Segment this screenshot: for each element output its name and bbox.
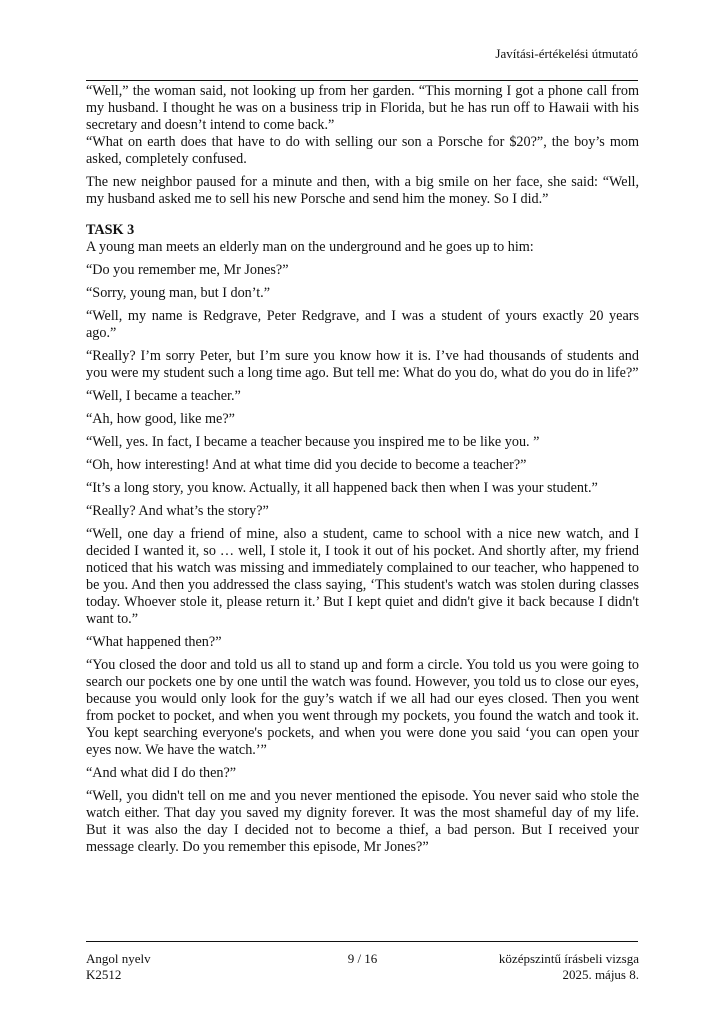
header-rule <box>86 80 638 81</box>
running-header: Javítási-értékelési útmutató <box>495 46 638 61</box>
paragraph: “What happened then?” <box>86 634 222 650</box>
paragraph: “What on earth does that have to do with selling our son a Porsche for $20?”, the boy’s mom asked, completely confused. <box>86 134 639 167</box>
footer-code: K2512 <box>86 967 122 982</box>
paragraph: “Well, yes. In fact, I became a teacher because you inspired me to be like you. ” <box>86 434 540 450</box>
paragraph: “Well, one day a friend of mine, also a student, came to school with a nice new watch, and I decided I wanted it, so … well, I stole it, I took it out of his pocket. And shortly after, my friend noticed that his watch was missing and immediately complained to our teacher, who happened to be you. And then you addressed the class saying, ‘This student's watch was stolen during classes today. Whoever stole it, please return it.’ But I kept quiet and didn't give it back because I didn't want to.” <box>86 526 639 627</box>
footer-rule <box>86 941 638 942</box>
paragraph: “It’s a long story, you know. Actually, it all happened back then when I was your student.” <box>86 480 598 496</box>
paragraph: A young man meets an elderly man on the underground and he goes up to him: <box>86 239 534 255</box>
footer-date: 2025. május 8. <box>562 967 639 982</box>
paragraph: “Really? And what’s the story?” <box>86 503 269 519</box>
page-number: 9 / 16 <box>347 951 378 966</box>
footer-exam-level: középszintű írásbeli vizsga <box>498 951 639 966</box>
paragraph: “Well,” the woman said, not looking up from her garden. “This morning I got a phone call from my husband. I thought he was on a business trip in Florida, but he has run off to Hawaii with his secretary and doesn’t intend to come back.” <box>86 83 639 133</box>
paragraph: “Oh, how interesting! And at what time did you decide to become a teacher?” <box>86 457 527 473</box>
paragraph: “Sorry, young man, but I don’t.” <box>86 285 271 301</box>
paragraph: “Ah, how good, like me?” <box>86 411 235 427</box>
paragraph: The new neighbor paused for a minute and then, with a big smile on her face, she said: “Well, my husband asked me to sell his new Porsche and send him the money. So I did.” <box>86 174 639 207</box>
paragraph: “Well, you didn't tell on me and you never mentioned the episode. You never said who stole the watch either. That day you saved my dignity forever. It was the most shameful day of my life. But it was also the day I decided not to become a thief, a bad person. But I received your message clearly. Do you remember this episode, Mr Jones?” <box>86 788 639 855</box>
paragraph: “Really? I’m sorry Peter, but I’m sure you know how it is. I’ve had thousands of students and you were my student such a long time ago. But tell me: What do you do, what do you do in life?” <box>86 348 639 381</box>
paragraph: “Do you remember me, Mr Jones?” <box>86 262 289 278</box>
paragraph: “Well, my name is Redgrave, Peter Redgrave, and I was a student of yours exactly 20 years ago.” <box>86 308 639 341</box>
paragraph: “Well, I became a teacher.” <box>86 388 241 404</box>
document-body <box>86 83 639 856</box>
task-heading: TASK 3 <box>86 222 135 238</box>
footer-subject: Angol nyelv <box>86 951 151 966</box>
paragraph: “You closed the door and told us all to stand up and form a circle. You told us you were going to search our pockets one by one until the watch was found. However, you told us to close our eyes, because you would only look for the guy’s watch if we all had our eyes closed. Then you went from pocket to pocket, and when you went through my pockets, you found the watch and took it. You kept searching everyone's pockets, and when you were done you said ‘you can open your eyes now. We have the watch.’” <box>86 657 639 758</box>
paragraph: “And what did I do then?” <box>86 765 237 781</box>
